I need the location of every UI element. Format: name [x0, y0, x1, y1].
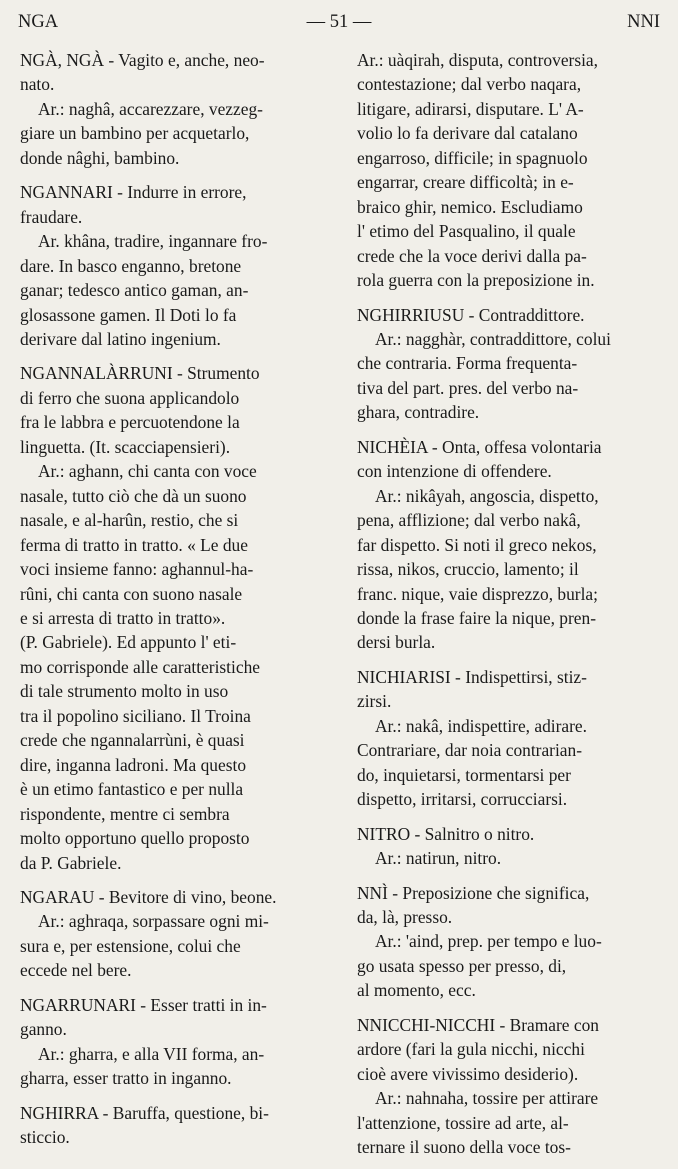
- entry-headword-line: NITRO - Salnitro o nitro.: [357, 823, 535, 844]
- entry-text-line: Ar. khâna, tradire, ingannare fro-: [38, 231, 268, 252]
- entry-text-line: nasale, e al-harûn, restio, che si: [20, 510, 239, 531]
- entry-headword-line: NGHIRRIUSU - Contraddittore.: [357, 304, 585, 325]
- entry-text-line: ganar; tedesco antico gaman, an-: [20, 280, 249, 301]
- entry-headword-line: NGANNALÀRRUNI - Strumento: [20, 363, 260, 384]
- entry-headword-line: NGANNARI - Indurre in errore,: [20, 182, 247, 203]
- entry-text-line: Ar.: gharra, e alla VII forma, an-: [38, 1043, 265, 1064]
- entry-text-line: contestazione; dal verbo naqara,: [357, 74, 582, 95]
- entry-text-line: nato.: [20, 74, 55, 95]
- entry-text-line: donde nâghi, bambino.: [20, 147, 180, 168]
- dictionary-entry: [357, 881, 659, 1003]
- entry-text-line: al momento, ecc.: [357, 980, 476, 1001]
- entry-text-line: Ar.: nagghàr, contraddittore, colui: [375, 328, 611, 349]
- entry-text-line: dersi burla.: [357, 632, 436, 653]
- entry-text-line: mo corrisponde alle caratteristiche: [20, 656, 260, 677]
- entry-headword-line: NGARAU - Bevitore di vino, beone.: [20, 886, 277, 907]
- entry-text-line: ganno.: [20, 1019, 67, 1040]
- entry-text-line: crede che ngannalarrùni, è quasi: [20, 730, 245, 751]
- entry-text-line: volio lo fa derivare dal catalano: [357, 123, 578, 144]
- left-column: [20, 48, 316, 1159]
- entry-text-line: (P. Gabriele). Ed appunto l' eti-: [20, 632, 237, 653]
- entry-text-line: Ar.: nahnaha, tossire per attirare: [375, 1088, 599, 1109]
- entry-text-line: da, là, presso.: [357, 906, 453, 927]
- entry-text-line: go usata spesso per presso, di,: [357, 955, 567, 976]
- entry-text-line: ferma di tratto in tratto. « Le due: [20, 534, 248, 555]
- entry-text-line: Ar.: aghann, chi canta con voce: [38, 461, 257, 482]
- entry-headword-line: NGHIRRA - Baruffa, questione, bi-: [20, 1102, 269, 1123]
- entry-text-line: ghara, contradire.: [357, 402, 480, 423]
- entry-text-line: Ar.: naghâ, accarezzare, vezzeg-: [38, 98, 263, 119]
- dictionary-entry: [357, 1013, 659, 1160]
- entry-text-line: da P. Gabriele.: [20, 852, 122, 873]
- entry-text-line: rispondente, mentre ci sembra: [20, 803, 230, 824]
- entry-text-line: dire, inganna ladroni. Ma questo: [20, 754, 247, 775]
- entry-text-line: voci insieme fanno: aghannul-ha-: [20, 559, 254, 580]
- entry-text-line: Ar.: natirun, nitro.: [375, 848, 502, 869]
- entry-text-line: nasale, tutto ciò che dà un suono: [20, 485, 247, 506]
- entry-text-line: eccede nel bere.: [20, 960, 132, 981]
- entry-text-line: fra le labbra e percuotendone la: [20, 412, 240, 433]
- entry-text-line: dispetto, irritarsi, corrucciarsi.: [357, 789, 568, 810]
- entry-text-line: e si arresta di tratto in tratto».: [20, 607, 226, 628]
- entry-text-line: rûni, chi canta con suono nasale: [20, 583, 243, 604]
- entry-text-line: tiva del part. pres. del verbo na-: [357, 377, 579, 398]
- dictionary-entry: [357, 665, 659, 812]
- entry-headword-line: NGÀ, NGÀ - Vagito e, anche, neo-: [20, 50, 265, 70]
- entry-text-line: do, inquietarsi, tormentarsi per: [357, 764, 571, 785]
- entry-text-line: fraudare.: [20, 206, 83, 227]
- entry-text-line: sticcio.: [20, 1127, 70, 1148]
- entry-text-line: è un etimo fantastico e per nulla: [20, 779, 244, 800]
- right-column: [357, 48, 659, 1169]
- entry-text-line: litigare, adirarsi, disputare. L' A-: [357, 98, 584, 119]
- entry-text-line: linguetta. (It. scacciapensieri).: [20, 436, 231, 457]
- entry-text-line: che contraria. Forma frequenta-: [357, 353, 578, 374]
- entry-text-line: Contrariare, dar noia contrarian-: [357, 740, 582, 761]
- entry-text-line: dare. In basco enganno, bretone: [20, 255, 242, 276]
- entry-headword-line: NNÌ - Preposizione che significa,: [357, 882, 590, 903]
- header-right-guide-word: NNI: [627, 12, 660, 32]
- entry-text-line: zirsi.: [357, 691, 392, 712]
- entry-text-line: far dispetto. Si noti il greco nekos,: [357, 534, 597, 555]
- entry-text-line: tra il popolino siciliano. Il Troina: [20, 705, 251, 726]
- entry-text-line: Ar.: nakâ, indispettire, adirare.: [375, 715, 587, 736]
- entry-text-line: Ar.: 'aind, prep. per tempo e luo-: [375, 931, 602, 952]
- entry-text-line: derivare dal latino ingenium.: [20, 328, 221, 349]
- entry-text-line: engarrar, creare difficoltà; in e-: [357, 172, 574, 193]
- dictionary-entry: [357, 303, 659, 425]
- entry-text-line: di tale strumento molto in uso: [20, 681, 229, 702]
- entry-text-line: franc. nique, vaie disprezzo, burla;: [357, 583, 598, 604]
- entry-text-line: braico ghir, nemico. Escludiamo: [357, 196, 583, 217]
- entry-text-line: engarroso, difficile; in spagnuolo: [357, 147, 588, 168]
- entry-text-line: di ferro che suona applicandolo: [20, 387, 240, 408]
- dictionary-entry: [20, 180, 316, 351]
- entry-text-line: l' etimo del Pasqualino, il quale: [357, 221, 576, 242]
- entry-text-line: gharra, esser tratto in inganno.: [20, 1068, 232, 1089]
- entry-text-line: molto opportuno quello proposto: [20, 828, 250, 849]
- entry-text-line: Ar.: nikâyah, angoscia, dispetto,: [375, 485, 599, 506]
- running-header: [18, 8, 660, 36]
- entry-text-line: sura e, per estensione, colui che: [20, 935, 241, 956]
- entry-headword-line: Ar.: uàqirah, disputa, controversia,: [357, 50, 598, 70]
- header-left-guide-word: NGA: [18, 12, 59, 32]
- entry-text-line: giare un bambino per acquetarlo,: [20, 123, 250, 144]
- dictionary-entry: [20, 885, 316, 983]
- page-number: — 51 —: [306, 12, 372, 32]
- dictionary-entry: [357, 435, 659, 655]
- entry-text-line: Ar.: aghraqa, sorpassare ogni mi-: [38, 911, 269, 932]
- dictionary-entry: [357, 48, 659, 293]
- entry-text-line: pena, afflizione; dal verbo nakâ,: [357, 510, 581, 531]
- entry-headword-line: NICHÈIA - Onta, offesa volontaria: [357, 436, 602, 457]
- entry-text-line: ardore (fari la gula nicchi, nicchi: [357, 1039, 585, 1060]
- dictionary-entry: [20, 1101, 316, 1150]
- entry-headword-line: NGARRUNARI - Esser tratti in in-: [20, 994, 267, 1015]
- dictionary-entry: [357, 822, 659, 871]
- dictionary-entry: [20, 993, 316, 1091]
- entry-headword-line: NICHIARISI - Indispettirsi, stiz-: [357, 666, 587, 687]
- entry-text-line: l'attenzione, tossire ad arte, al-: [357, 1112, 569, 1133]
- entry-headword-line: NNICCHI-NICCHI - Bramare con: [357, 1014, 599, 1035]
- entry-text-line: rissa, nikos, cruccio, lamento; il: [357, 559, 579, 580]
- dictionary-entry: [20, 48, 316, 170]
- entry-text-line: crede che la voce derivi dalla pa-: [357, 245, 587, 266]
- entry-text-line: glosassone gamen. Il Doti lo fa: [20, 304, 237, 325]
- entry-text-line: donde la frase faire la nique, pren-: [357, 607, 597, 628]
- entry-text-line: ternare il suono della voce tos-: [357, 1137, 571, 1158]
- entry-text-line: cioè avere vivissimo desiderio).: [357, 1063, 579, 1084]
- entry-text-line: rola guerra con la preposizione in.: [357, 270, 595, 291]
- dictionary-entry: [20, 361, 316, 875]
- entry-text-line: con intenzione di offendere.: [357, 461, 552, 482]
